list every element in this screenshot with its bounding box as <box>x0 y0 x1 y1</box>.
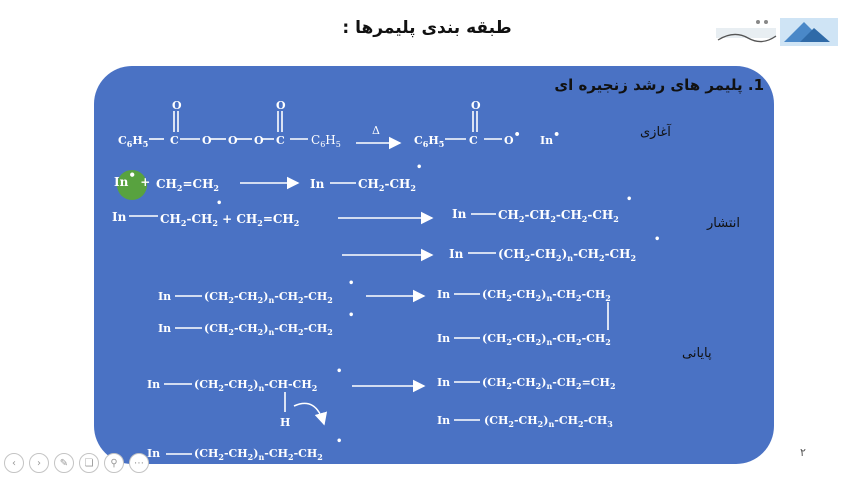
svg-text:(CH2-CH2)n-CH2=CH2: $(CH_2-CH_2)_n-CH_2=CH_2$ <box>482 376 616 391</box>
svg-text:In•: In• <box>540 128 561 147</box>
svg-text:C6H5: $C_6H_5$ <box>414 134 445 149</box>
svg-text:C: C <box>170 134 179 147</box>
section-heading: 1. پلیمر های رشد زنجیره ای <box>554 76 764 94</box>
svg-text:CH2-CH2-CH2-CH2: $CH_2-CH_2-CH_2-CH_2$ <box>498 208 619 224</box>
svg-text:•: • <box>216 198 223 209</box>
copy-icon[interactable]: ❏ <box>79 453 99 473</box>
reaction-scheme <box>94 66 774 464</box>
svg-text:CH2-CH2: $CH_2-CH_2$ <box>358 177 416 193</box>
svg-text:•: • <box>336 366 343 377</box>
svg-text:O: O <box>172 99 182 112</box>
svg-text:O: O <box>254 134 264 147</box>
svg-text:In: In <box>437 332 451 345</box>
zoom-icon[interactable]: ⚲ <box>104 453 124 473</box>
svg-text:(CH2-CH2)n-CH2-CH2: $(CH_2-CH_2)_n-CH_2-CH_2$ <box>204 290 333 305</box>
svg-text:In: In <box>310 177 325 191</box>
svg-text:In: In <box>158 322 172 335</box>
svg-text:O: O <box>228 134 238 147</box>
svg-text:(CH2-CH2)n-CH2-CH2: $(CH_2-CH_2)_n-CH_2-CH_2$ <box>482 288 611 303</box>
svg-text:C: C <box>276 134 285 147</box>
svg-text:In: In <box>112 210 127 224</box>
svg-text:C: C <box>469 134 478 147</box>
svg-text:In: In <box>437 376 451 389</box>
back-icon[interactable]: ‹ <box>4 453 24 473</box>
svg-text:In: In <box>147 447 161 460</box>
svg-text:(CH2-CH2)n-CH-CH2: $(CH_2-CH_2)_n-CH-CH_2$ <box>194 378 318 393</box>
svg-text:O: O <box>471 99 481 112</box>
forward-icon[interactable]: › <box>29 453 49 473</box>
logo <box>714 16 840 50</box>
more-icon[interactable]: ⋯ <box>129 453 149 473</box>
pen-icon[interactable]: ✎ <box>54 453 74 473</box>
svg-text:In: In <box>437 288 451 301</box>
svg-text:C6H5: $C_6H_5$ <box>311 133 341 149</box>
slide-title: طبقه بندی پلیمرها : <box>342 18 512 38</box>
svg-text:In: In <box>158 290 172 303</box>
svg-text:(CH2-CH2)n-CH2-CH2: $(CH_2-CH_2)_n-CH_2-CH_2$ <box>482 332 611 347</box>
svg-text:O: O <box>202 134 212 147</box>
svg-text:In: In <box>147 378 161 391</box>
svg-text:•: • <box>348 310 355 321</box>
slideshow-controls <box>4 453 149 473</box>
svg-text:(CH2-CH2)n-CH2-CH2: $(CH_2-CH_2)_n-CH_2-CH_2$ <box>204 322 333 337</box>
termination-label: پایانی <box>682 346 712 361</box>
svg-text:(CH2-CH2)n-CH2-CH3: $(CH_2-CH_2)_n-CH_2-CH_3$ <box>484 414 613 429</box>
svg-text:(CH2-CH2)n-CH2-CH2: $(CH_2-CH_2)_n-CH_2-CH_2$ <box>498 247 637 263</box>
svg-text:C6H5: $C_6H_5$ <box>118 134 149 149</box>
svg-text:•: • <box>336 436 343 447</box>
svg-text:H: H <box>280 416 291 429</box>
svg-text:O•: O• <box>504 128 521 147</box>
svg-text:•: • <box>416 162 423 173</box>
svg-text:CH2=CH2: $CH_2=CH_2$ <box>156 177 219 193</box>
page-number: ۲ <box>800 446 806 459</box>
svg-text:In• +: In• + <box>114 168 151 189</box>
initiation-label: آغازی <box>640 125 671 140</box>
svg-text:•: • <box>654 234 661 245</box>
svg-text:Δ: Δ <box>372 124 380 137</box>
svg-text:In: In <box>449 247 464 261</box>
svg-text:•: • <box>626 194 633 205</box>
svg-text:•: • <box>348 278 355 289</box>
svg-text:O: O <box>276 99 286 112</box>
svg-text:(CH2-CH2)n-CH2-CH2: $(CH_2-CH_2)_n-CH_2-CH_2$ <box>194 447 323 462</box>
propagation-label: انتشار <box>707 216 740 231</box>
svg-text:CH2-CH2 + CH2=CH2: $CH_2-CH_2 + CH_2=CH_2$ <box>160 212 300 228</box>
svg-text:In: In <box>452 207 467 221</box>
svg-text:In: In <box>437 414 451 427</box>
